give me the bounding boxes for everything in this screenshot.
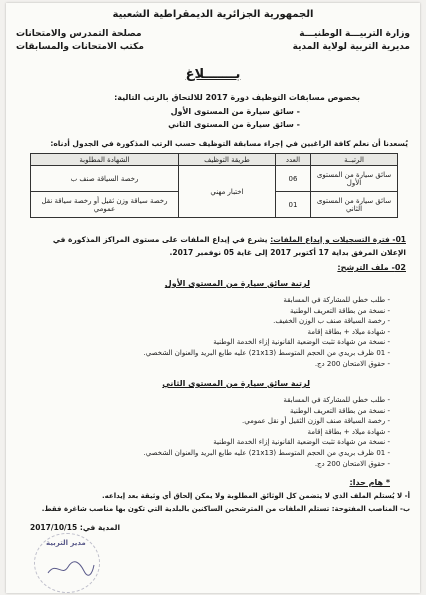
list-item: - نسخة من شهادة تثبت الوضعية القانونية إزاء الخدمة الوطنية xyxy=(213,438,390,447)
table-header-rank: الرتبــة xyxy=(311,154,398,166)
signatory: مدير التربية xyxy=(46,539,86,547)
place-date: المدية في: 2017/10/15 xyxy=(30,523,121,532)
table-header-row xyxy=(31,154,398,166)
table-cell-count: 01 xyxy=(276,192,311,218)
ministry-name: وزارة التربيـــة الوطنيـــة xyxy=(299,29,410,39)
rank-item-1: - سائق سيارة من المستوى الأول xyxy=(170,107,300,116)
list-item: - شهادة ميلاد + بطاقة إقامة xyxy=(307,327,390,336)
list-item: - طلب خطي للمشاركة في المسابقة xyxy=(283,396,390,404)
section1-heading: 01- فترة التسجيلات و إيداع الملفات: xyxy=(270,235,406,244)
list-item: - حقوق الامتحان 200 دج. xyxy=(314,359,390,368)
list-item: - 01 ظرف بريدي من الحجم المتوسط (21x13) عليه طابع البريد والعنوان الشخصي. xyxy=(143,448,390,457)
list-item: - نسخة من بطاقة التعريف الوطنية xyxy=(290,306,390,315)
list-item: - نسخة من شهادة تثبت الوضعية القانونية إزاء الخدمة الوطنية xyxy=(213,338,390,347)
list-item: - طلب خطي للمشاركة في المسابقة xyxy=(283,296,390,304)
level2-heading: لرتبة سائق سيارة من المستوى الثاني xyxy=(162,379,310,388)
rank-item-1-label: سائق سيارة من المستوى الأول xyxy=(170,107,294,116)
table-cell-diploma: رخصة السياقة صنف ب xyxy=(31,166,179,192)
signature-mark xyxy=(46,559,96,579)
table-cell-rank: سائق سيارة من المستوى الثاني xyxy=(311,192,398,218)
table-cell-method: اختبار مهني xyxy=(179,166,276,218)
announcement-title: بـــــــلاغ xyxy=(185,67,241,82)
table-cell-count: 06 xyxy=(276,166,311,192)
table-row xyxy=(31,166,398,192)
list-item: - 01 ظرف بريدي من الحجم المتوسط (21x13) عليه طابع البريد والعنوان الشخصي. xyxy=(143,348,390,357)
office-name: مكتب الامتحانات والمسابقات xyxy=(16,42,144,52)
section1-line2: الإعلان المرفق بداية 17 أكتوبر 2017 إلى غاية 05 نوفمبر 2017. xyxy=(169,248,406,257)
level1-requirements xyxy=(144,295,390,369)
section1-line1 xyxy=(53,235,406,244)
directorate-name: مديرية التربية لولاية المدية xyxy=(292,42,410,52)
rank-item-2: - سائق سيارة من المستوى الثاني xyxy=(168,120,300,129)
table-header-diploma: الشهادة المطلوبة xyxy=(31,154,179,166)
announcement-intro: يُسعدنا أن نعلم كافة الراغبين في إجراء مسابقة التوظيف حسب الرتب المذكورة في الجدول أدناه: xyxy=(50,139,408,148)
table-cell-diploma: رخصة سياقة وزن ثقيل أو رخصة سياقة نقل عمومي xyxy=(31,192,179,218)
notes-heading: * هام جدا: xyxy=(349,478,390,487)
list-item: - نسخة من بطاقة التعريف الوطنية xyxy=(290,406,390,415)
list-item: - رخصة السياقة صنف الوزن الثقيل أو نقل عمومي. xyxy=(242,417,390,426)
level2-requirements xyxy=(144,395,390,469)
table-header-method: طريقة التوظيف xyxy=(179,154,276,166)
note-a: أ- لا يُستلم الملف الذي لا يتضمن كل الوثائق المطلوبة ولا يمكن إلحاق أي وثيقة بعد إيداعه. xyxy=(102,492,410,500)
announcement-subject: بخصوص مسابقات التوظيف دورة 2017 للالتحاق بالرتب التالية: xyxy=(114,93,360,102)
list-item: - حقوق الامتحان 200 دج. xyxy=(314,459,390,468)
note-b: ب- المناصب المفتوحة: تستلم الملفات من المترشحين الساكنين بالبلدية التي تكون بها مناصب شاغرة فقط. xyxy=(41,505,410,513)
section1-text-1: يشرع في إيداع الملفات على مستوى المراكز المذكورة في xyxy=(52,235,268,244)
ranks-table xyxy=(30,153,398,218)
level1-heading: لرتبة سائق سيارة من المستوى الأول xyxy=(164,279,310,288)
republic-title: الجمهورية الجزائرية الديمقراطية الشعبية xyxy=(112,9,314,20)
section2-heading: 02- ملف الترشح: xyxy=(337,263,406,272)
list-item: - شهادة ميلاد + بطاقة إقامة xyxy=(307,427,390,436)
service-name: مصلحة التمدرس والامتحانات xyxy=(16,29,142,39)
table-cell-rank: سائق سيارة من المستوى الأول xyxy=(311,166,398,192)
table-header-count: العدد xyxy=(276,154,311,166)
announcement-page xyxy=(6,3,420,593)
list-item: - رخصة السياقة صنف ب الوزن الخفيف. xyxy=(273,317,390,326)
rank-item-2-label: سائق سيارة من المستوى الثاني xyxy=(168,120,294,129)
